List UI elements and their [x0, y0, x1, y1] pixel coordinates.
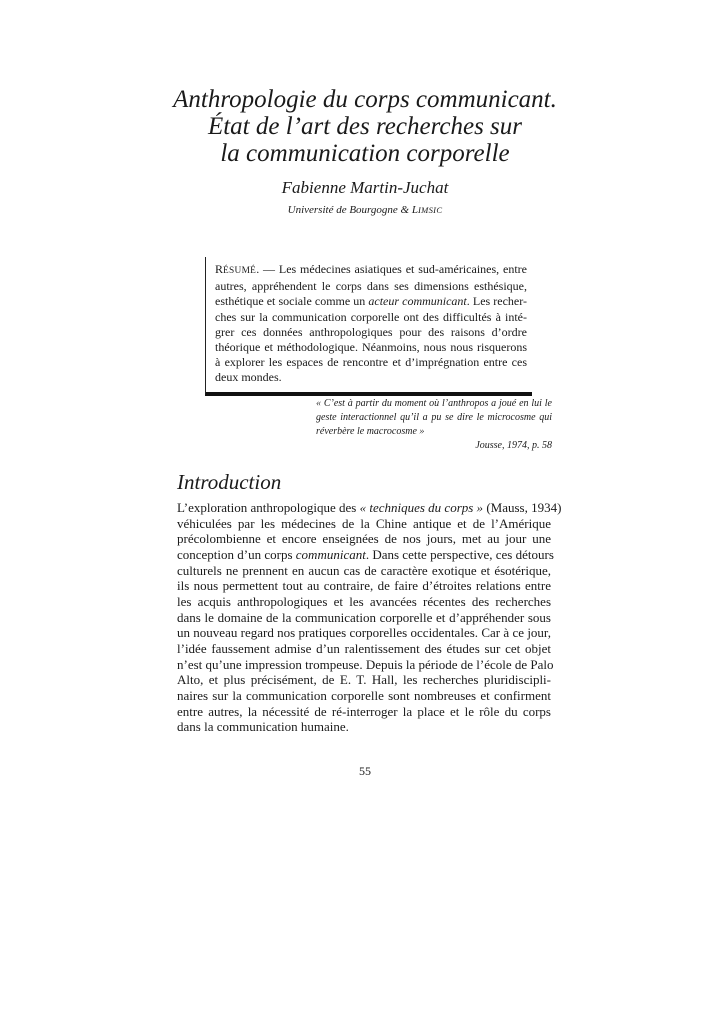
body-line [177, 625, 551, 641]
body-text: culturels ne prennent en aucun cas de caractère exotique et ésotérique, [177, 562, 551, 578]
abstract-text: autres, appréhendent le corps dans ses dimensions esthésique, [215, 279, 527, 294]
abstract-text: théorique et méthodologique. Néanmoins, nous nous risquerons [215, 340, 527, 355]
body-line [177, 688, 551, 704]
body-line [177, 516, 551, 532]
body-text: entre autres, la nécessité de ré-interroger la place et le rôle du corps [177, 703, 551, 719]
body-text: conception d’un corps [177, 546, 296, 562]
body-text: l’idée faussement admise d’un ralentissement des études sur cet objet [177, 640, 551, 656]
epigraph [316, 397, 552, 453]
epigraph-line: geste interactionnel qu’il a pu se dire le microcosme qui [316, 412, 552, 423]
title-line-3: la communication corporelle [220, 140, 510, 167]
body-text: dans le domaine de la communication corporelle et d’appréhender sous [177, 609, 551, 625]
body-line [177, 563, 551, 579]
body-line [177, 704, 551, 720]
section-heading: Introduction [177, 470, 282, 494]
body-text: dans la communication humaine. [177, 719, 349, 735]
abstract-line [215, 325, 527, 340]
body-text: . Dans cette perspective, ces détours [365, 546, 554, 562]
body-line [177, 578, 551, 594]
abstract-emphasis: acteur communicant [368, 294, 467, 309]
body-text: ils nous permettent tout au contraire, de faire d’étroites relations entre [177, 578, 551, 594]
body-text: n’est qu’une impression trompeuse. Depuis la période de l’école de Palo [177, 656, 554, 672]
title-line-1: Anthropologie du corps communicant. [173, 86, 557, 113]
body-line [177, 531, 551, 547]
body-paragraph [177, 500, 562, 735]
body-emphasis: « techniques du corps » [359, 500, 484, 515]
author-affiliation [150, 204, 580, 216]
abstract-line [215, 340, 527, 355]
affiliation-text: Université de Bourgogne & [287, 204, 412, 216]
body-line [177, 719, 551, 735]
abstract-text: ches sur la communication corporelle ont des difficultés à inté- [215, 309, 527, 324]
body-emphasis: communicant [295, 546, 366, 562]
abstract-line [215, 310, 527, 325]
body-line [177, 641, 551, 657]
page-number: 55 [359, 764, 371, 778]
abstract-line [215, 262, 527, 279]
abstract-line [215, 279, 527, 294]
body-line [177, 656, 554, 673]
affiliation-lab-rest: IMSIC [417, 205, 443, 215]
body-text: les acquis anthropologiques et les avancées récentes des recherches [177, 593, 551, 609]
abstract-text: à explorer les espaces de rencontre et d’imprégnation entre ces [215, 355, 527, 370]
article-title [150, 86, 580, 167]
body-line [177, 672, 551, 688]
title-line-2: État de l’art des recherches sur [207, 113, 523, 140]
epigraph-source: Jousse, 1974, p. 58 [475, 440, 552, 451]
abstract-text: . — Les médecines asiatiques et sud-américaines, entre [256, 262, 527, 276]
abstract-text: deux mondes. [215, 370, 282, 385]
abstract-line [215, 294, 527, 309]
abstract-label-rest: ÉSUMÉ [223, 266, 257, 276]
abstract-box [205, 257, 532, 396]
epigraph-line: réverbère le macrocosme » [316, 426, 425, 437]
epigraph-line: « C’est à partir du moment où l’anthropos a joué en lui le [316, 398, 552, 409]
body-text: naires sur la communication corporelle sont nombreuses et confirment [177, 687, 551, 703]
abstract-text: esthétique et sociale comme un [215, 294, 369, 309]
body-text: véhiculées par les médecines de la Chine antique et de l’Amérique [177, 515, 551, 531]
abstract-label-initial: R [215, 262, 224, 276]
affiliation-lab-initial: L [411, 204, 418, 216]
body-text: un nouveau regard nos pratiques corporelles occidentales. Car à ce jour, [177, 625, 551, 641]
abstract-text: . Les recher- [466, 294, 528, 309]
abstract-line [215, 355, 527, 370]
author-name: Fabienne Martin-Juchat [281, 178, 449, 197]
body-line [177, 594, 551, 610]
body-text: L’exploration anthropologique des [177, 500, 360, 515]
body-text: (Mauss, 1934) [483, 500, 562, 515]
body-text: précolombienne et encore enseignées de nos jours, met au jour une [177, 531, 551, 547]
body-line [177, 610, 551, 626]
body-text: Alto, et plus précisément, de E. T. Hall, les recherches pluridiscipli- [177, 672, 551, 688]
abstract-text: grer ces données anthropologiques pour des raisons d’ordre [215, 324, 527, 339]
body-line [177, 500, 562, 516]
abstract-line [215, 370, 527, 385]
body-line [177, 546, 554, 563]
